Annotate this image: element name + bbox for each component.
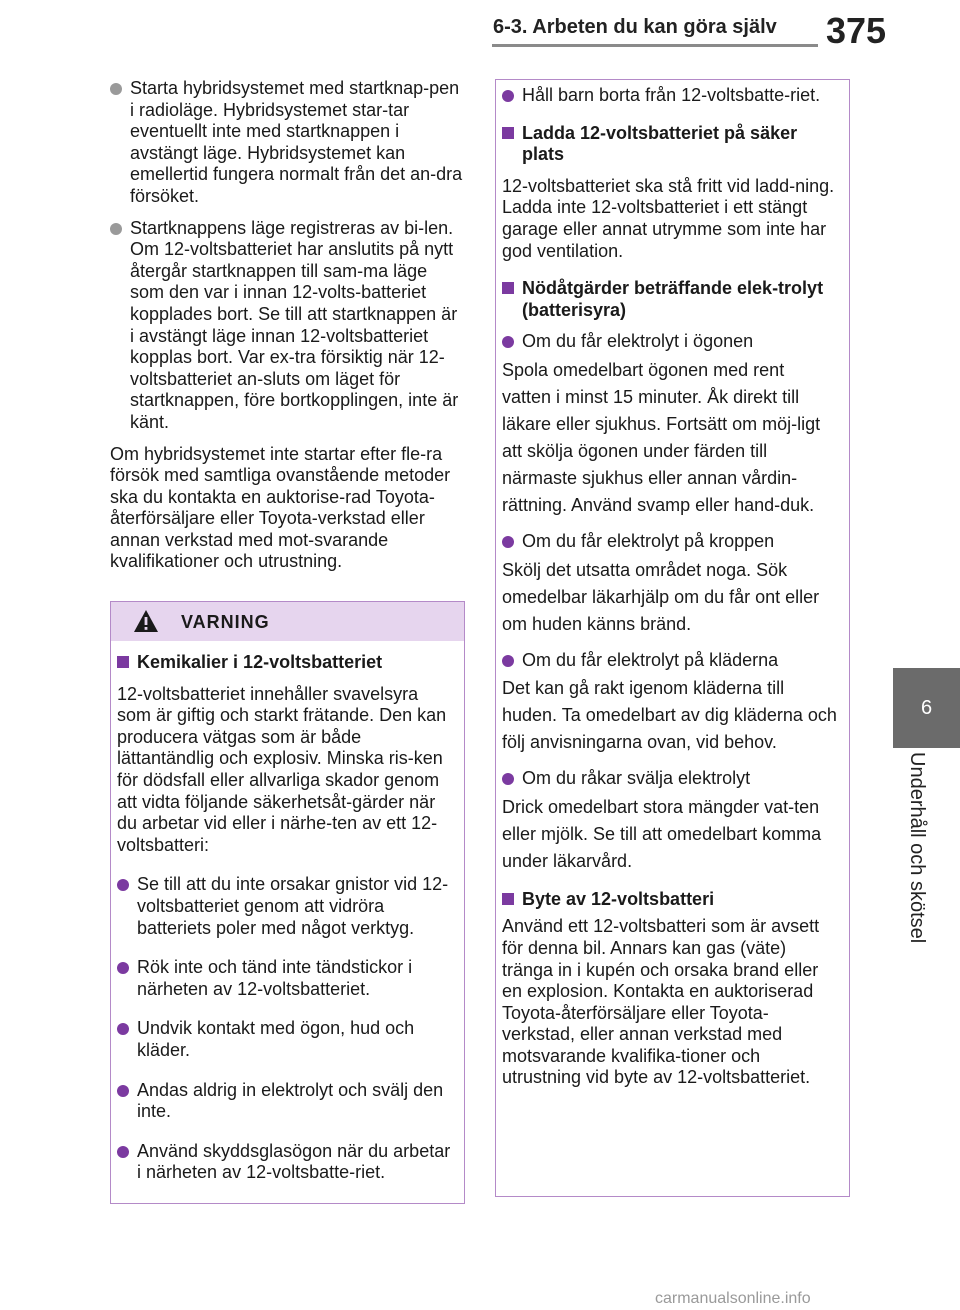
list-item: [110, 78, 465, 208]
chapter-label: Underhåll och skötsel: [906, 752, 928, 944]
chapter-number: 6: [920, 697, 933, 719]
paragraph: Skölj det utsatta området noga. Sök omedelbar läkarhjälp om du får ont eller om huden känns bränd.: [502, 559, 820, 634]
chapter-tab: [893, 668, 960, 748]
list-item: [502, 650, 837, 672]
item-label: Om du råkar svälja elektrolyt: [522, 768, 751, 789]
subheading-text: Ladda 12-voltsbatteriet på säker plats: [522, 122, 798, 165]
list-item: [117, 1018, 457, 1061]
warning-triangle-icon: [133, 609, 159, 633]
bullet-icon: [502, 655, 514, 667]
list-item: [110, 218, 465, 434]
warning-continuation-body: [502, 85, 837, 1099]
section-title: 6-3. Arbeten du kan göra själv: [493, 16, 777, 38]
bullet-icon: [117, 1023, 129, 1035]
list-item: [117, 874, 457, 939]
subheading: [502, 889, 837, 911]
header-divider: [492, 44, 818, 47]
warning-header: [111, 602, 464, 641]
warning-heading: [117, 652, 457, 674]
item-label: Om du får elektrolyt i ögonen: [522, 331, 754, 352]
item-label: Om du får elektrolyt på kläderna: [522, 649, 779, 670]
paragraph: Om hybridsystemet inte startar efter fle-ra försök med samtliga ovanstående metoder ska du kontakta en auktorise-rad Toyota-återförsäljare eller Toyota-verkstad eller annan verkstad med mot-svarande kvalifikationer och utrustning.: [110, 443, 451, 572]
item-text: Håll barn borta från 12-voltsbatte-riet.: [522, 85, 821, 105]
square-bullet-icon: [502, 893, 514, 905]
warning-intro: 12-voltsbatteriet innehåller svavelsyra som är giftig och starkt frätande. Den kan producera vätgas som är både lättantändlig och explosiv. Minska ris-ken för dödsfall eller allvarliga skador genom att vidta följande säkerhetsåt-gärder när du arbetar vid eller i närhe-ten av ett 12-voltsbatteri:: [117, 683, 447, 855]
chapter-label-container: [905, 752, 951, 972]
bullet-icon: [110, 83, 122, 95]
warning-item-text: Andas aldrig in elektrolyt och svälj den inte.: [137, 1079, 444, 1122]
warning-title: VARNING: [181, 612, 270, 632]
warning-item-text: Rök inte och tänd inte tändstickor i närheten av 12-voltsbatteriet.: [137, 957, 413, 999]
paragraph: Använd ett 12-voltsbatteri som är avsett för denna bil. Annars kan gas (väte) tränga in i kupén och orsaka brand eller en explosion. Kontakta en auktoriserad Toyota-återförsäljare eller Toyota-verkstad, eller annan verkstad med motsvarande kvalifika-tioner och utrustning vid byte av 12-voltsbatteriet.: [502, 916, 820, 1088]
bullet-icon: [502, 773, 514, 785]
item-label: Om du får elektrolyt på kroppen: [522, 530, 775, 551]
paragraph: Spola omedelbart ögonen med rent vatten i minst 15 minuter. Åk direkt till läkare eller sjukhus. Fortsätt om möj-ligt att skölja ögonen under färden till närmaste sjukhus eller annan vårdin-rättning. Använd svamp eller hand-duk.: [502, 359, 821, 515]
paragraph: 12-voltsbatteriet ska stå fritt vid ladd-ning. Ladda inte 12-voltsbatteriet i ett stängt garage eller annat utrymme som inte har god ventilation.: [502, 175, 835, 261]
bullet-text: Starta hybridsystemet med startknap-pen i radioläge. Hybridsystemet star-tar eventuellt inte med startknappen i avstängt läge. Hybridsystemet kan emellertid fungera normalt från det an-dra försöket.: [130, 78, 463, 206]
square-bullet-icon: [502, 127, 514, 139]
bullet-icon: [117, 1146, 129, 1158]
list-item: [502, 331, 837, 353]
paragraph: Det kan gå rakt igenom kläderna till huden. Ta omedelbart av dig kläderna och följ anvisningarna ovan, vid behov.: [502, 678, 837, 753]
bullet-icon: [502, 536, 514, 548]
subheading-text: Byte av 12-voltsbatteri: [522, 888, 715, 909]
list-item: [117, 1080, 457, 1123]
warning-item-text: Undvik kontakt med ögon, hud och kläder.: [137, 1018, 415, 1060]
bullet-icon: [502, 90, 514, 102]
bullet-icon: [502, 336, 514, 348]
bullet-icon: [117, 879, 129, 891]
warning-heading-text: Kemikalier i 12-voltsbatteriet: [137, 652, 383, 672]
subheading-text: Nödåtgärder beträffande elek-trolyt (batterisyra): [522, 278, 824, 320]
warning-body: [117, 652, 457, 1194]
left-column: [110, 78, 465, 583]
list-item: [502, 531, 837, 553]
bullet-icon: [117, 1085, 129, 1097]
warning-item-text: Se till att du inte orsakar gnistor vid 12-voltsbatteriet genom att vidröra batteriets poler med något verktyg.: [137, 874, 449, 938]
list-item: [117, 957, 457, 1000]
bullet-icon: [110, 223, 122, 235]
square-bullet-icon: [117, 656, 129, 668]
bullet-icon: [117, 962, 129, 974]
page-number: 375: [826, 10, 887, 51]
warning-item-text: Använd skyddsglasögon när du arbetar i närheten av 12-voltsbatte-riet.: [137, 1140, 451, 1183]
paragraph: Drick omedelbart stora mängder vat-ten eller mjölk. Se till att omedelbart komma under läkarvård.: [502, 796, 822, 871]
subheading: [502, 123, 837, 166]
subheading: [502, 278, 837, 321]
list-item: [117, 1141, 457, 1184]
list-item: [502, 85, 837, 107]
warning-continuation-box: [495, 79, 850, 1197]
watermark: carmanualsonline.info: [655, 1290, 811, 1307]
bullet-text: Startknappens läge registreras av bi-len. Om 12-voltsbatteriet har anslutits på nytt återgår startknappen till sam-ma läge som den var i innan 12-volts-batteriet kopplades bort. Se till att startknappen är i avstängt läge innan 12-voltsbatteriet kopplas bort. Var ex-tra försiktig när 12-voltsbatteriet an-sluts om läget för startknappen, före bortkopplingen, inte är känt.: [130, 217, 459, 432]
square-bullet-icon: [502, 282, 514, 294]
list-item: [502, 768, 837, 790]
warning-box: [110, 601, 465, 1204]
